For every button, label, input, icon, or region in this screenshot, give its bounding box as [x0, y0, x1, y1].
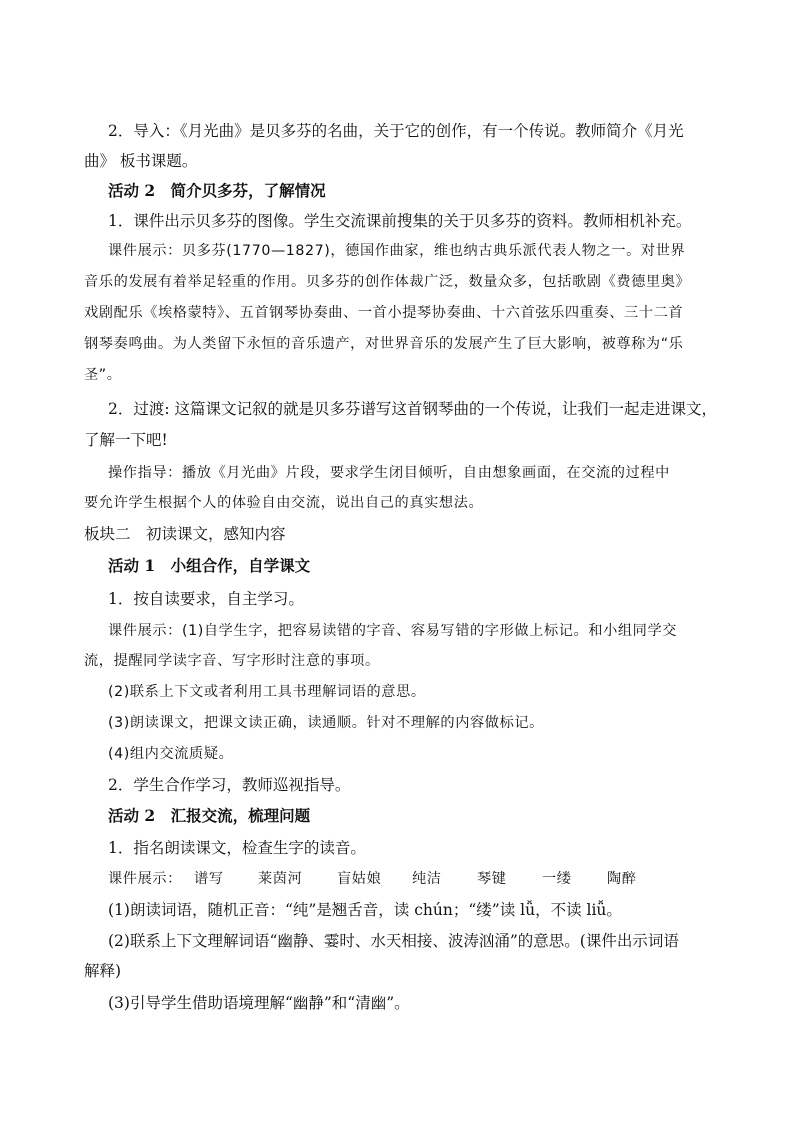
section-heading: 板块二 初读课文，感知内容 [84, 525, 286, 543]
paragraph: 1．指名朗读课文，检查生字的读音。 [108, 839, 366, 857]
vocab-word: 莱茵河 [258, 871, 303, 887]
paragraph-intro: 2．导入：《月光曲》是贝多芬的名曲，关于它的创作，有一个传说。教师简介《月光 [108, 122, 684, 140]
paragraph: 1．按自读要求，自主学习。 [108, 590, 304, 608]
operation-guide: 操作指导：播放《月光曲》片段，要求学生闭目倾听，自由想象画面，在交流的过程中 [108, 465, 670, 481]
vocab-word: 一缕 [542, 871, 572, 887]
paragraph-cont: 解释) [84, 962, 122, 980]
courseware-text: 戏剧配乐《埃格蒙特》、五首钢琴协奏曲、一首小提琴协奏曲、十六首弦乐四重奏、三十二首 [84, 305, 684, 321]
activity-heading: 活动 2 汇报交流，梳理问题 [108, 806, 311, 825]
courseware-text: 圣”。 [84, 367, 122, 383]
paragraph: (1)朗读词语，随机正音：“纯”是翘舌音，读 chún；“缕”读 lǚ，不读 liǚ。 [108, 901, 622, 919]
vocab-word: 陶醉 [607, 871, 637, 887]
paragraph-transition-cont: 了解一下吧! [84, 431, 168, 449]
paragraph: 1．课件出示贝多芬的图像。学生交流课前搜集的关于贝多芬的资料。教师相机补充。 [108, 212, 692, 230]
vocab-word: 琴键 [477, 871, 507, 887]
courseware-text: 音乐的发展有着举足轻重的作用。贝多芬的创作体裁广泛，数量众多，包括歌剧《费德里奥》 [84, 274, 691, 290]
paragraph-transition: 2．过渡: 这篇课文记叙的就是贝多芬谱写这首钢琴曲的一个传说，让我们一起走进课文， [108, 400, 718, 418]
courseware-text: 课件展示：贝多芬(1770—1827)，德国作曲家，维也纳古典乐派代表人物之一。对世界 [108, 243, 686, 259]
vocab-word: 盲姑娘 [337, 871, 382, 887]
courseware-text: 钢琴奏鸣曲。为人类留下永恒的音乐遗产，对世界音乐的发展产生了巨大影响，被尊称为“乐 [84, 336, 684, 352]
courseware-text: 流，提醒同学读字音、写字形时注意的事项。 [84, 653, 380, 669]
activity-heading: 活动 1 小组合作，自学课文 [108, 556, 311, 575]
vocab-word: 谱写 [194, 871, 224, 887]
courseware-text: (2)联系上下文或者利用工具书理解词语的意思。 [108, 684, 426, 700]
operation-guide: 要允许学生根据个人的体验自由交流，说出自己的真实想法。 [84, 495, 484, 511]
courseware-text: (3)朗读课文，把课文读正确，读通顺。针对不理解的内容做标记。 [108, 715, 544, 731]
paragraph-intro-cont: 曲》 板书课题。 [84, 152, 198, 170]
courseware-text: (4)组内交流质疑。 [108, 746, 234, 762]
vocab-word: 纯洁 [412, 871, 442, 887]
vocab-label: 课件展示： [108, 871, 182, 887]
paragraph: (2)联系上下文理解词语“幽静、霎时、水天相接、波涛汹涌”的意思。(课件出示词语 [108, 932, 679, 950]
courseware-text: 课件展示：(1)自学生字，把容易读错的字音、容易写错的字形做上标记。和小组同学交 [108, 623, 678, 639]
paragraph: 2．学生合作学习，教师巡视指导。 [108, 776, 351, 794]
paragraph: (3)引导学生借助语境理解“幽静”和“清幽”。 [108, 994, 410, 1012]
vocab-row [108, 868, 718, 890]
activity-heading: 活动 2 简介贝多芬，了解情况 [108, 181, 326, 200]
